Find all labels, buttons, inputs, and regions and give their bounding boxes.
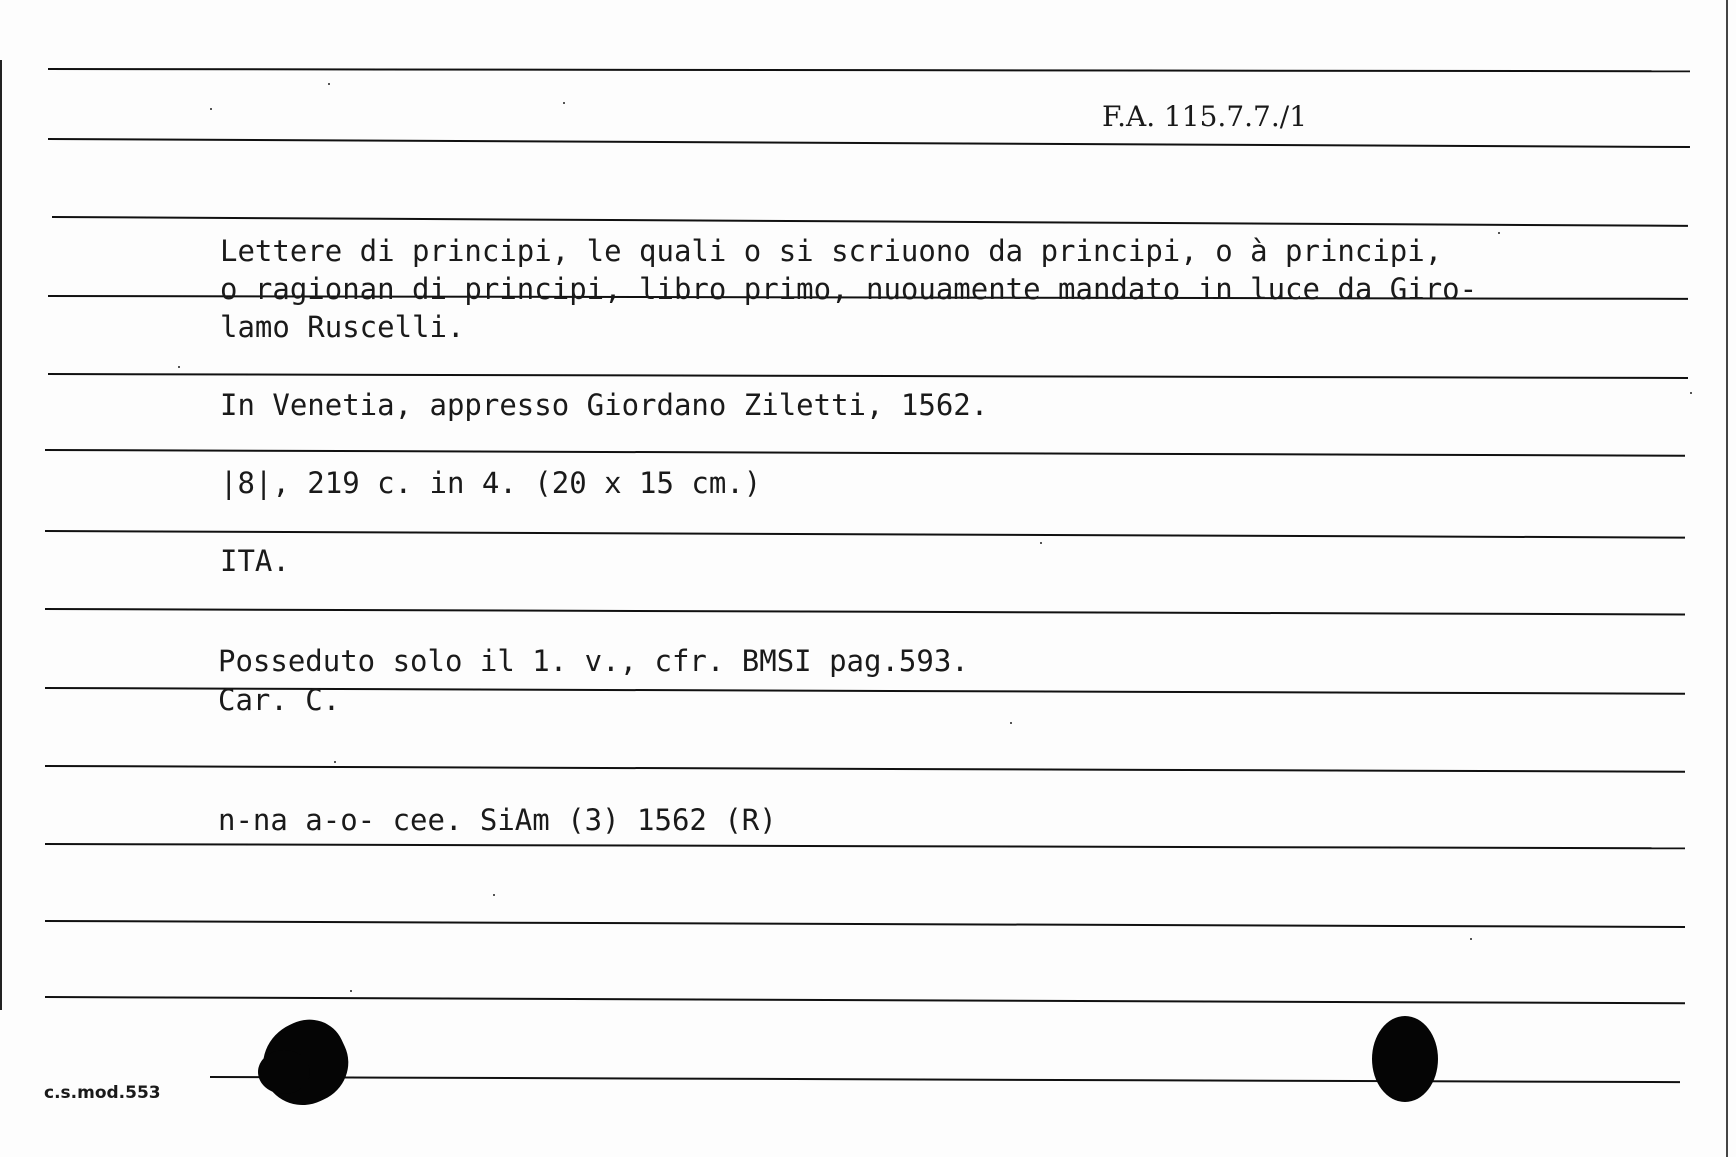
ruled-line	[45, 449, 1685, 457]
card-left-edge	[0, 60, 2, 1010]
speck	[178, 366, 180, 368]
ruled-line	[45, 996, 1685, 1004]
ruled-line	[45, 608, 1685, 615]
ruled-line	[210, 1076, 1680, 1083]
speck	[1470, 938, 1472, 940]
punch-hole-right	[1372, 1016, 1438, 1102]
title-line-2: o ragionan di principi, libro primo, nuouamente mandato in luce da Giro-	[220, 272, 1478, 306]
speck	[1010, 722, 1012, 724]
speck	[328, 83, 330, 85]
speck	[1690, 392, 1692, 394]
ruled-line	[45, 920, 1685, 928]
speck	[334, 761, 336, 763]
ruled-line	[45, 843, 1685, 849]
punch-hole-left-smudge	[258, 1050, 310, 1094]
ruled-line	[48, 373, 1688, 379]
shelfmark: F.A. 115.7.7./1	[1102, 100, 1308, 133]
speck	[1040, 542, 1042, 544]
ruled-line	[48, 138, 1690, 148]
ruled-line	[48, 68, 1690, 72]
title-line-3: lamo Ruscelli.	[220, 310, 465, 344]
form-code: c.s.mod.553	[44, 1083, 161, 1103]
imprint: In Venetia, appresso Giordano Ziletti, 1562.	[220, 388, 989, 422]
speck	[350, 990, 352, 992]
speck	[563, 102, 565, 104]
speck	[1498, 232, 1500, 234]
fingerprint: n-na a-o- cee. SiAm (3) 1562 (R)	[218, 803, 777, 837]
card-right-edge	[1726, 0, 1728, 1157]
title-line-1: Lettere di principi, le quali o si scriuono da principi, o à principi,	[220, 234, 1443, 268]
ruled-line	[52, 216, 1688, 227]
language: ITA.	[220, 544, 290, 578]
collation: |8|, 219 c. in 4. (20 x 15 cm.)	[220, 466, 762, 500]
ruled-line	[45, 765, 1685, 773]
ruled-line	[45, 530, 1685, 539]
note-line-1: Posseduto solo il 1. v., cfr. BMSI pag.593.	[218, 644, 969, 678]
speck	[493, 894, 495, 896]
note-line-2: Car. C.	[218, 683, 341, 717]
speck	[210, 108, 212, 110]
